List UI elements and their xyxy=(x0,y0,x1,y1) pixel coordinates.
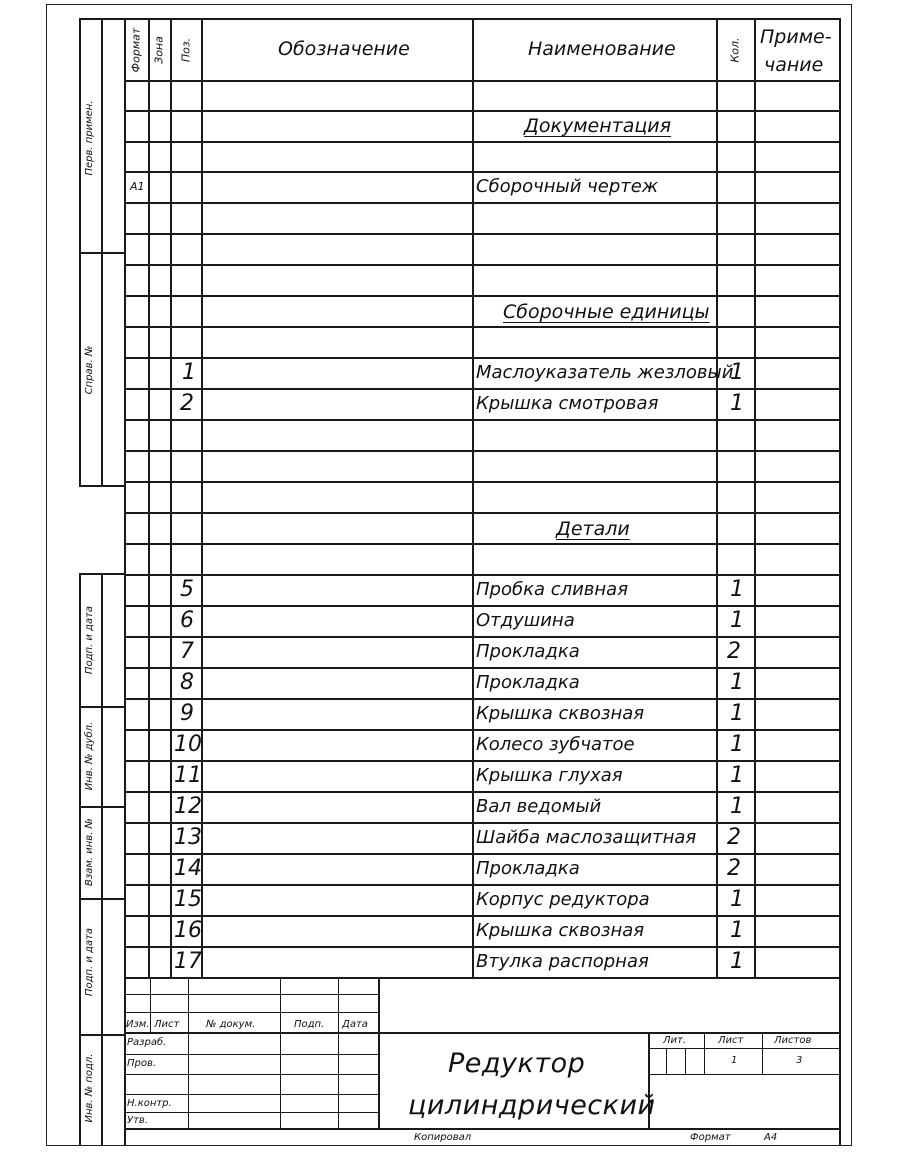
tb-line xyxy=(124,1032,840,1034)
tb-line xyxy=(648,1074,839,1075)
tb-norm-control: Н.контр. xyxy=(127,1098,172,1109)
side-col-line xyxy=(79,573,81,1146)
tb-col-line xyxy=(762,1032,763,1074)
footer-format-label: Формат xyxy=(690,1132,731,1143)
tb-col-line xyxy=(280,977,281,1129)
tb-col-doc: № докум. xyxy=(206,1019,256,1030)
row-line xyxy=(124,636,840,638)
tb-lit-cell xyxy=(685,1048,686,1074)
row-line xyxy=(124,419,840,421)
header-zone: Зона xyxy=(152,36,166,64)
tb-checked: Пров. xyxy=(127,1058,157,1069)
row-line xyxy=(124,698,840,700)
side-col-line xyxy=(101,573,103,1146)
row-qty: 2 xyxy=(727,825,741,850)
tb-sheets-label: Листов xyxy=(774,1035,812,1046)
row-line xyxy=(124,233,840,235)
tb-lit-label: Лит. xyxy=(663,1035,687,1046)
right-table-border xyxy=(839,18,841,1146)
col-line-name xyxy=(716,18,718,978)
tb-sheet-value: 1 xyxy=(731,1055,738,1066)
col-line-designation xyxy=(472,18,474,978)
tb-line xyxy=(124,1012,378,1013)
side-line xyxy=(79,485,125,487)
row-name: Втулка распорная xyxy=(476,951,649,972)
row-line xyxy=(124,388,840,390)
row-name: Сборочный чертеж xyxy=(476,176,659,197)
row-qty: 1 xyxy=(730,794,744,819)
row-qty: 2 xyxy=(727,856,741,881)
row-qty: 1 xyxy=(730,701,744,726)
row-line xyxy=(124,667,840,669)
tb-col-line xyxy=(704,1032,705,1074)
row-qty: 1 xyxy=(730,360,744,385)
side-line xyxy=(79,706,125,708)
row-format: А1 xyxy=(130,180,145,193)
header-note-line2: чание xyxy=(764,54,824,76)
tb-col-date: Дата xyxy=(342,1019,368,1030)
side-line xyxy=(79,252,125,254)
header-format: Формат xyxy=(129,27,143,73)
tb-col-change: Изм. xyxy=(126,1019,150,1030)
row-pos: 16 xyxy=(174,918,202,943)
side-line xyxy=(79,806,125,808)
tb-line xyxy=(124,1094,378,1095)
header-note-line1: Приме- xyxy=(760,26,832,48)
row-line xyxy=(124,822,840,824)
row-qty: 1 xyxy=(730,732,744,757)
row-name: Отдушина xyxy=(476,610,575,631)
tb-developer: Разраб. xyxy=(127,1037,167,1048)
row-qty: 1 xyxy=(730,887,744,912)
header-designation: Обозначение xyxy=(278,38,410,60)
row-pos: 8 xyxy=(180,670,194,695)
side-sign-date: Подп. и дата xyxy=(84,605,95,675)
footer-format-value: А4 xyxy=(764,1132,778,1143)
row-name: Прокладка xyxy=(476,672,580,693)
side-dup-inv: Инв. № дубл. xyxy=(84,721,95,791)
row-name: Крышка сквозная xyxy=(476,703,645,724)
row-line xyxy=(124,574,840,576)
side-sign-date: Подп. и дата xyxy=(84,927,95,997)
row-name: Прокладка xyxy=(476,858,580,879)
side-line xyxy=(79,18,125,20)
header-qty: Кол. xyxy=(728,37,742,63)
row-qty: 1 xyxy=(730,391,744,416)
row-pos: 12 xyxy=(174,794,202,819)
row-name: Колесо зубчатое xyxy=(476,734,635,755)
side-inst-inv: Взам. инв. № xyxy=(84,818,95,886)
tb-line xyxy=(124,1054,378,1055)
side-line xyxy=(79,898,125,900)
row-qty: 1 xyxy=(730,918,744,943)
col-line-qty xyxy=(754,18,756,978)
row-line xyxy=(124,946,840,948)
row-line xyxy=(124,357,840,359)
row-line xyxy=(124,729,840,731)
tb-col-line xyxy=(338,977,339,1129)
row-line xyxy=(124,760,840,762)
col-line-zone xyxy=(170,18,172,978)
row-name: Прокладка xyxy=(476,641,580,662)
section-assemblies: Сборочные единицы xyxy=(503,301,710,323)
row-line xyxy=(124,915,840,917)
row-name: Маслоуказатель жезловый xyxy=(476,362,734,383)
row-qty: 1 xyxy=(730,577,744,602)
row-name: Крышка глухая xyxy=(476,765,623,786)
footer-copied: Копировал xyxy=(414,1132,472,1143)
left-table-border xyxy=(124,18,126,1146)
tb-approved: Утв. xyxy=(127,1115,148,1126)
row-line xyxy=(124,605,840,607)
row-pos: 13 xyxy=(174,825,202,850)
row-qty: 1 xyxy=(730,670,744,695)
row-pos: 2 xyxy=(180,391,194,416)
row-name: Вал ведомый xyxy=(476,796,602,817)
row-pos: 10 xyxy=(174,732,202,757)
row-line xyxy=(124,141,840,143)
side-line xyxy=(79,573,125,575)
side-line xyxy=(79,1034,125,1036)
header-bottom-border xyxy=(124,80,840,82)
row-name: Шайба маслозащитная xyxy=(476,827,697,848)
row-pos: 11 xyxy=(174,763,202,788)
row-name: Крышка смотровая xyxy=(476,393,659,414)
col-line-format xyxy=(148,18,150,978)
row-pos: 15 xyxy=(174,887,202,912)
tb-line xyxy=(648,1048,839,1049)
row-pos: 5 xyxy=(180,577,194,602)
row-line xyxy=(124,450,840,452)
tb-col-sheet: Лист xyxy=(154,1019,180,1030)
row-line xyxy=(124,884,840,886)
tb-line xyxy=(124,1074,378,1075)
row-pos: 14 xyxy=(174,856,202,881)
row-line xyxy=(124,326,840,328)
tb-sheet-label: Лист xyxy=(718,1035,744,1046)
tb-sheets-value: 3 xyxy=(796,1055,803,1066)
row-name: Крышка сквозная xyxy=(476,920,645,941)
header-pos: Поз. xyxy=(179,37,193,63)
row-qty: 1 xyxy=(730,763,744,788)
row-line xyxy=(124,481,840,483)
row-qty: 1 xyxy=(730,949,744,974)
row-pos: 6 xyxy=(180,608,194,633)
row-pos: 7 xyxy=(180,639,194,664)
tb-col-line xyxy=(378,977,380,1129)
section-parts: Детали xyxy=(556,518,630,540)
row-pos: 9 xyxy=(180,701,194,726)
document-title-line2: цилиндрический xyxy=(408,1090,656,1121)
tb-col-line xyxy=(188,977,189,1129)
row-line xyxy=(124,543,840,545)
side-ref-no: Справ. № xyxy=(84,345,95,395)
section-documentation: Документация xyxy=(524,115,672,137)
tb-col-sign: Подп. xyxy=(294,1019,325,1030)
table-bottom-border xyxy=(124,977,840,979)
tb-bottom-line xyxy=(124,1128,840,1130)
tb-lit-cell xyxy=(666,1048,667,1074)
row-name: Корпус редуктора xyxy=(476,889,650,910)
row-line xyxy=(124,853,840,855)
tb-col-line xyxy=(150,977,151,1033)
tb-line xyxy=(124,1112,378,1113)
row-line xyxy=(124,512,840,514)
document-title-line1: Редуктор xyxy=(448,1048,586,1079)
row-name: Пробка сливная xyxy=(476,579,629,600)
header-name: Наименование xyxy=(528,38,676,60)
side-orig-inv: Инв. № подл. xyxy=(84,1053,95,1123)
row-pos: 17 xyxy=(174,949,202,974)
row-qty: 2 xyxy=(727,639,741,664)
row-line xyxy=(124,202,840,204)
row-pos: 1 xyxy=(182,360,196,385)
tb-line xyxy=(124,994,378,995)
row-line xyxy=(124,110,840,112)
row-qty: 1 xyxy=(730,608,744,633)
row-line xyxy=(124,264,840,266)
row-line xyxy=(124,295,840,297)
row-line xyxy=(124,791,840,793)
table-top-border xyxy=(124,18,840,20)
row-line xyxy=(124,171,840,173)
side-first-use: Перв. примен. xyxy=(84,100,95,176)
